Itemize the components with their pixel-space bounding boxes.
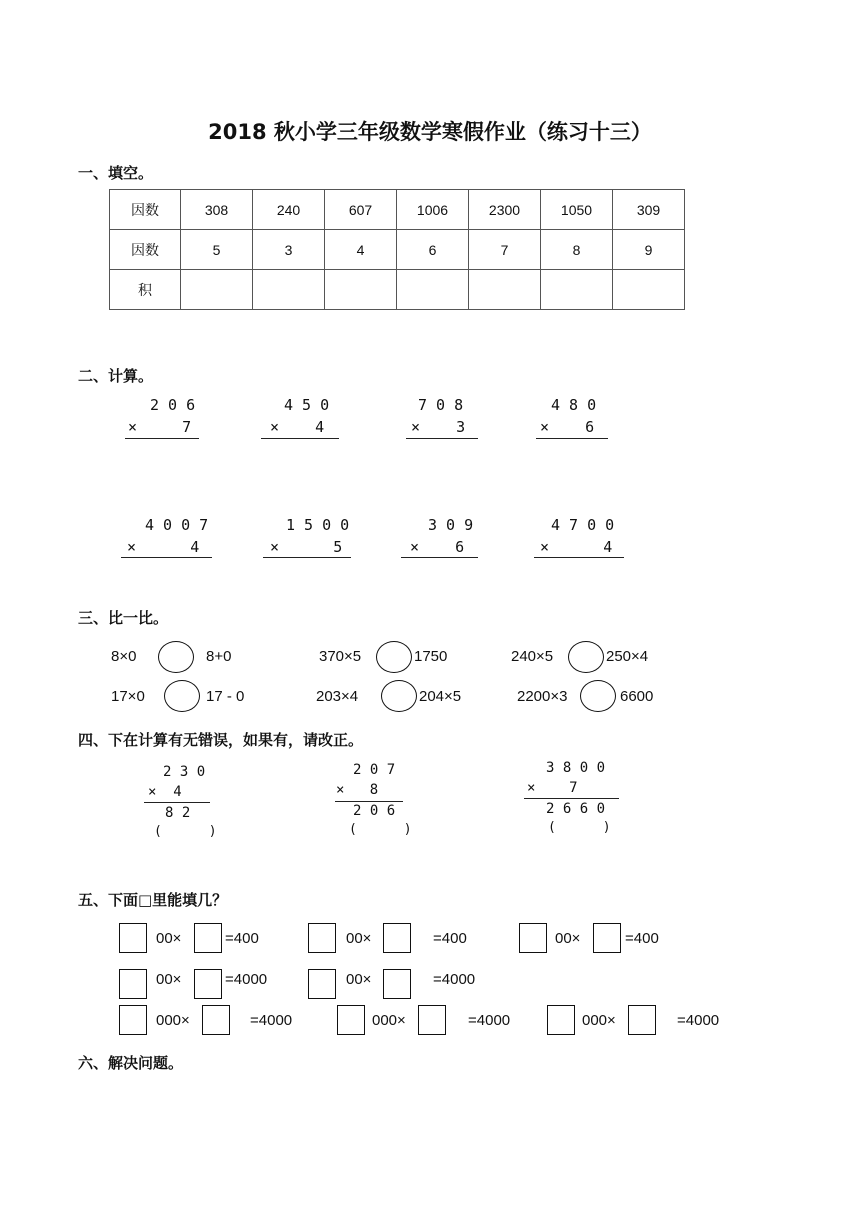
compare-oval[interactable]	[580, 680, 616, 712]
answer-box[interactable]	[308, 969, 336, 999]
table-cell: 7	[469, 230, 541, 270]
calc-line	[524, 798, 619, 799]
box-equals: =4000	[468, 1012, 511, 1029]
answer-box[interactable]	[194, 969, 222, 999]
table-row	[110, 230, 685, 270]
table-cell: 1050	[541, 190, 613, 230]
answer-cell[interactable]	[469, 270, 541, 310]
correction-result: 2 0 6	[353, 803, 396, 819]
calc-top: 2 0 6	[150, 396, 196, 414]
answer-box[interactable]	[628, 1005, 656, 1035]
table-row	[110, 270, 685, 310]
answer-cell[interactable]	[397, 270, 469, 310]
correction-result: 8 2	[165, 805, 191, 821]
calc-line	[536, 438, 608, 439]
calc-top: 4 7 0 0	[551, 516, 615, 534]
section-3-heading: 三、比一比。	[78, 609, 169, 627]
box-expression: 00×	[555, 930, 581, 947]
answer-box[interactable]	[119, 1005, 147, 1035]
box-expression: 000×	[372, 1012, 406, 1029]
table-cell: 2300	[469, 190, 541, 230]
table-cell: 4	[325, 230, 397, 270]
row-label: 积	[110, 270, 181, 310]
answer-box[interactable]	[383, 923, 411, 953]
table-row	[110, 190, 685, 230]
factor-table	[109, 189, 685, 310]
answer-box[interactable]	[418, 1005, 446, 1035]
answer-box[interactable]	[337, 1005, 365, 1035]
compare-left: 370×5	[319, 648, 362, 665]
section-6-heading: 六、解决问题。	[78, 1054, 184, 1072]
calc-line	[335, 801, 403, 802]
table-cell: 6	[397, 230, 469, 270]
calc-line	[125, 438, 199, 439]
calc-top: 4 5 0	[284, 396, 330, 414]
correction-paren: ( )	[154, 824, 217, 839]
calc-line	[121, 557, 212, 558]
answer-cell[interactable]	[181, 270, 253, 310]
box-equals: =4000	[225, 971, 268, 988]
section-2-heading: 二、计算。	[78, 367, 154, 385]
calc-line	[261, 438, 339, 439]
calc-line	[534, 557, 624, 558]
compare-right: 250×4	[606, 648, 649, 665]
box-expression: 000×	[156, 1012, 190, 1029]
answer-cell[interactable]	[325, 270, 397, 310]
table-cell: 5	[181, 230, 253, 270]
table-cell: 240	[253, 190, 325, 230]
answer-box[interactable]	[593, 923, 621, 953]
correction-mid: × 8	[336, 782, 379, 798]
compare-left: 2200×3	[517, 688, 568, 705]
calc-top: 4 0 0 7	[145, 516, 209, 534]
compare-left: 8×0	[111, 648, 137, 665]
correction-mid: × 7	[527, 780, 578, 796]
page-title: 2018 秋小学三年级数学寒假作业（练习十三）	[208, 120, 652, 144]
calc-line	[401, 557, 478, 558]
compare-oval[interactable]	[158, 641, 194, 673]
calc-top: 7 0 8	[418, 396, 464, 414]
answer-box[interactable]	[119, 923, 147, 953]
box-expression: 00×	[156, 971, 182, 988]
box-equals: =4000	[677, 1012, 720, 1029]
table-cell: 3	[253, 230, 325, 270]
compare-right: 17 - 0	[206, 688, 245, 705]
correction-top: 3 8 0 0	[546, 760, 606, 776]
answer-box[interactable]	[308, 923, 336, 953]
calc-bottom: × 4	[270, 418, 325, 436]
correction-paren: ( )	[349, 822, 412, 837]
section-5-heading: 五、下面□里能填几？	[78, 891, 228, 909]
calc-bottom: × 7	[128, 418, 192, 436]
table-cell: 8	[541, 230, 613, 270]
answer-cell[interactable]	[541, 270, 613, 310]
calc-line	[144, 802, 210, 803]
calc-top: 3 0 9	[428, 516, 474, 534]
calc-top: 1 5 0 0	[286, 516, 350, 534]
calc-top: 4 8 0	[551, 396, 597, 414]
calc-bottom: × 3	[411, 418, 466, 436]
box-equals: =400	[433, 930, 467, 947]
row-label: 因数	[110, 190, 181, 230]
box-equals: =4000	[250, 1012, 293, 1029]
compare-right: 204×5	[419, 688, 462, 705]
correction-top: 2 3 0	[163, 764, 206, 780]
answer-box[interactable]	[547, 1005, 575, 1035]
compare-left: 17×0	[111, 688, 145, 705]
table-cell: 309	[613, 190, 685, 230]
answer-box[interactable]	[383, 969, 411, 999]
table-cell: 607	[325, 190, 397, 230]
calc-bottom: × 4	[127, 538, 200, 556]
calc-bottom: × 6	[410, 538, 465, 556]
correction-top: 2 0 7	[353, 762, 396, 778]
compare-oval[interactable]	[376, 641, 412, 673]
answer-box[interactable]	[202, 1005, 230, 1035]
compare-right: 1750	[414, 648, 448, 665]
calc-bottom: × 5	[270, 538, 343, 556]
answer-cell[interactable]	[253, 270, 325, 310]
calc-bottom: × 4	[540, 538, 613, 556]
answer-box[interactable]	[119, 969, 147, 999]
correction-mid: × 4	[148, 784, 182, 800]
correction-result: 2 6 6 0	[546, 801, 606, 817]
box-equals: =4000	[433, 971, 476, 988]
answer-cell[interactable]	[613, 270, 685, 310]
table-cell: 9	[613, 230, 685, 270]
table-cell: 308	[181, 190, 253, 230]
calc-bottom: × 6	[540, 418, 595, 436]
compare-right: 8+0	[206, 648, 232, 665]
table-cell: 1006	[397, 190, 469, 230]
box-equals: =400	[225, 930, 259, 947]
section-4-heading: 四、下在计算有无错误，如果有，请改正。	[78, 731, 364, 749]
correction-paren: ( )	[548, 820, 611, 835]
compare-oval[interactable]	[381, 680, 417, 712]
box-expression: 00×	[156, 930, 182, 947]
compare-left: 240×5	[511, 648, 554, 665]
box-expression: 00×	[346, 971, 372, 988]
compare-oval[interactable]	[568, 641, 604, 673]
section-1-heading: 一、填空。	[78, 164, 154, 182]
compare-right: 6600	[620, 688, 654, 705]
compare-left: 203×4	[316, 688, 359, 705]
compare-oval[interactable]	[164, 680, 200, 712]
answer-box[interactable]	[519, 923, 547, 953]
row-label: 因数	[110, 230, 181, 270]
calc-line	[406, 438, 478, 439]
box-expression: 00×	[346, 930, 372, 947]
box-expression: 000×	[582, 1012, 616, 1029]
answer-box[interactable]	[194, 923, 222, 953]
calc-line	[263, 557, 351, 558]
box-equals: =400	[625, 930, 659, 947]
